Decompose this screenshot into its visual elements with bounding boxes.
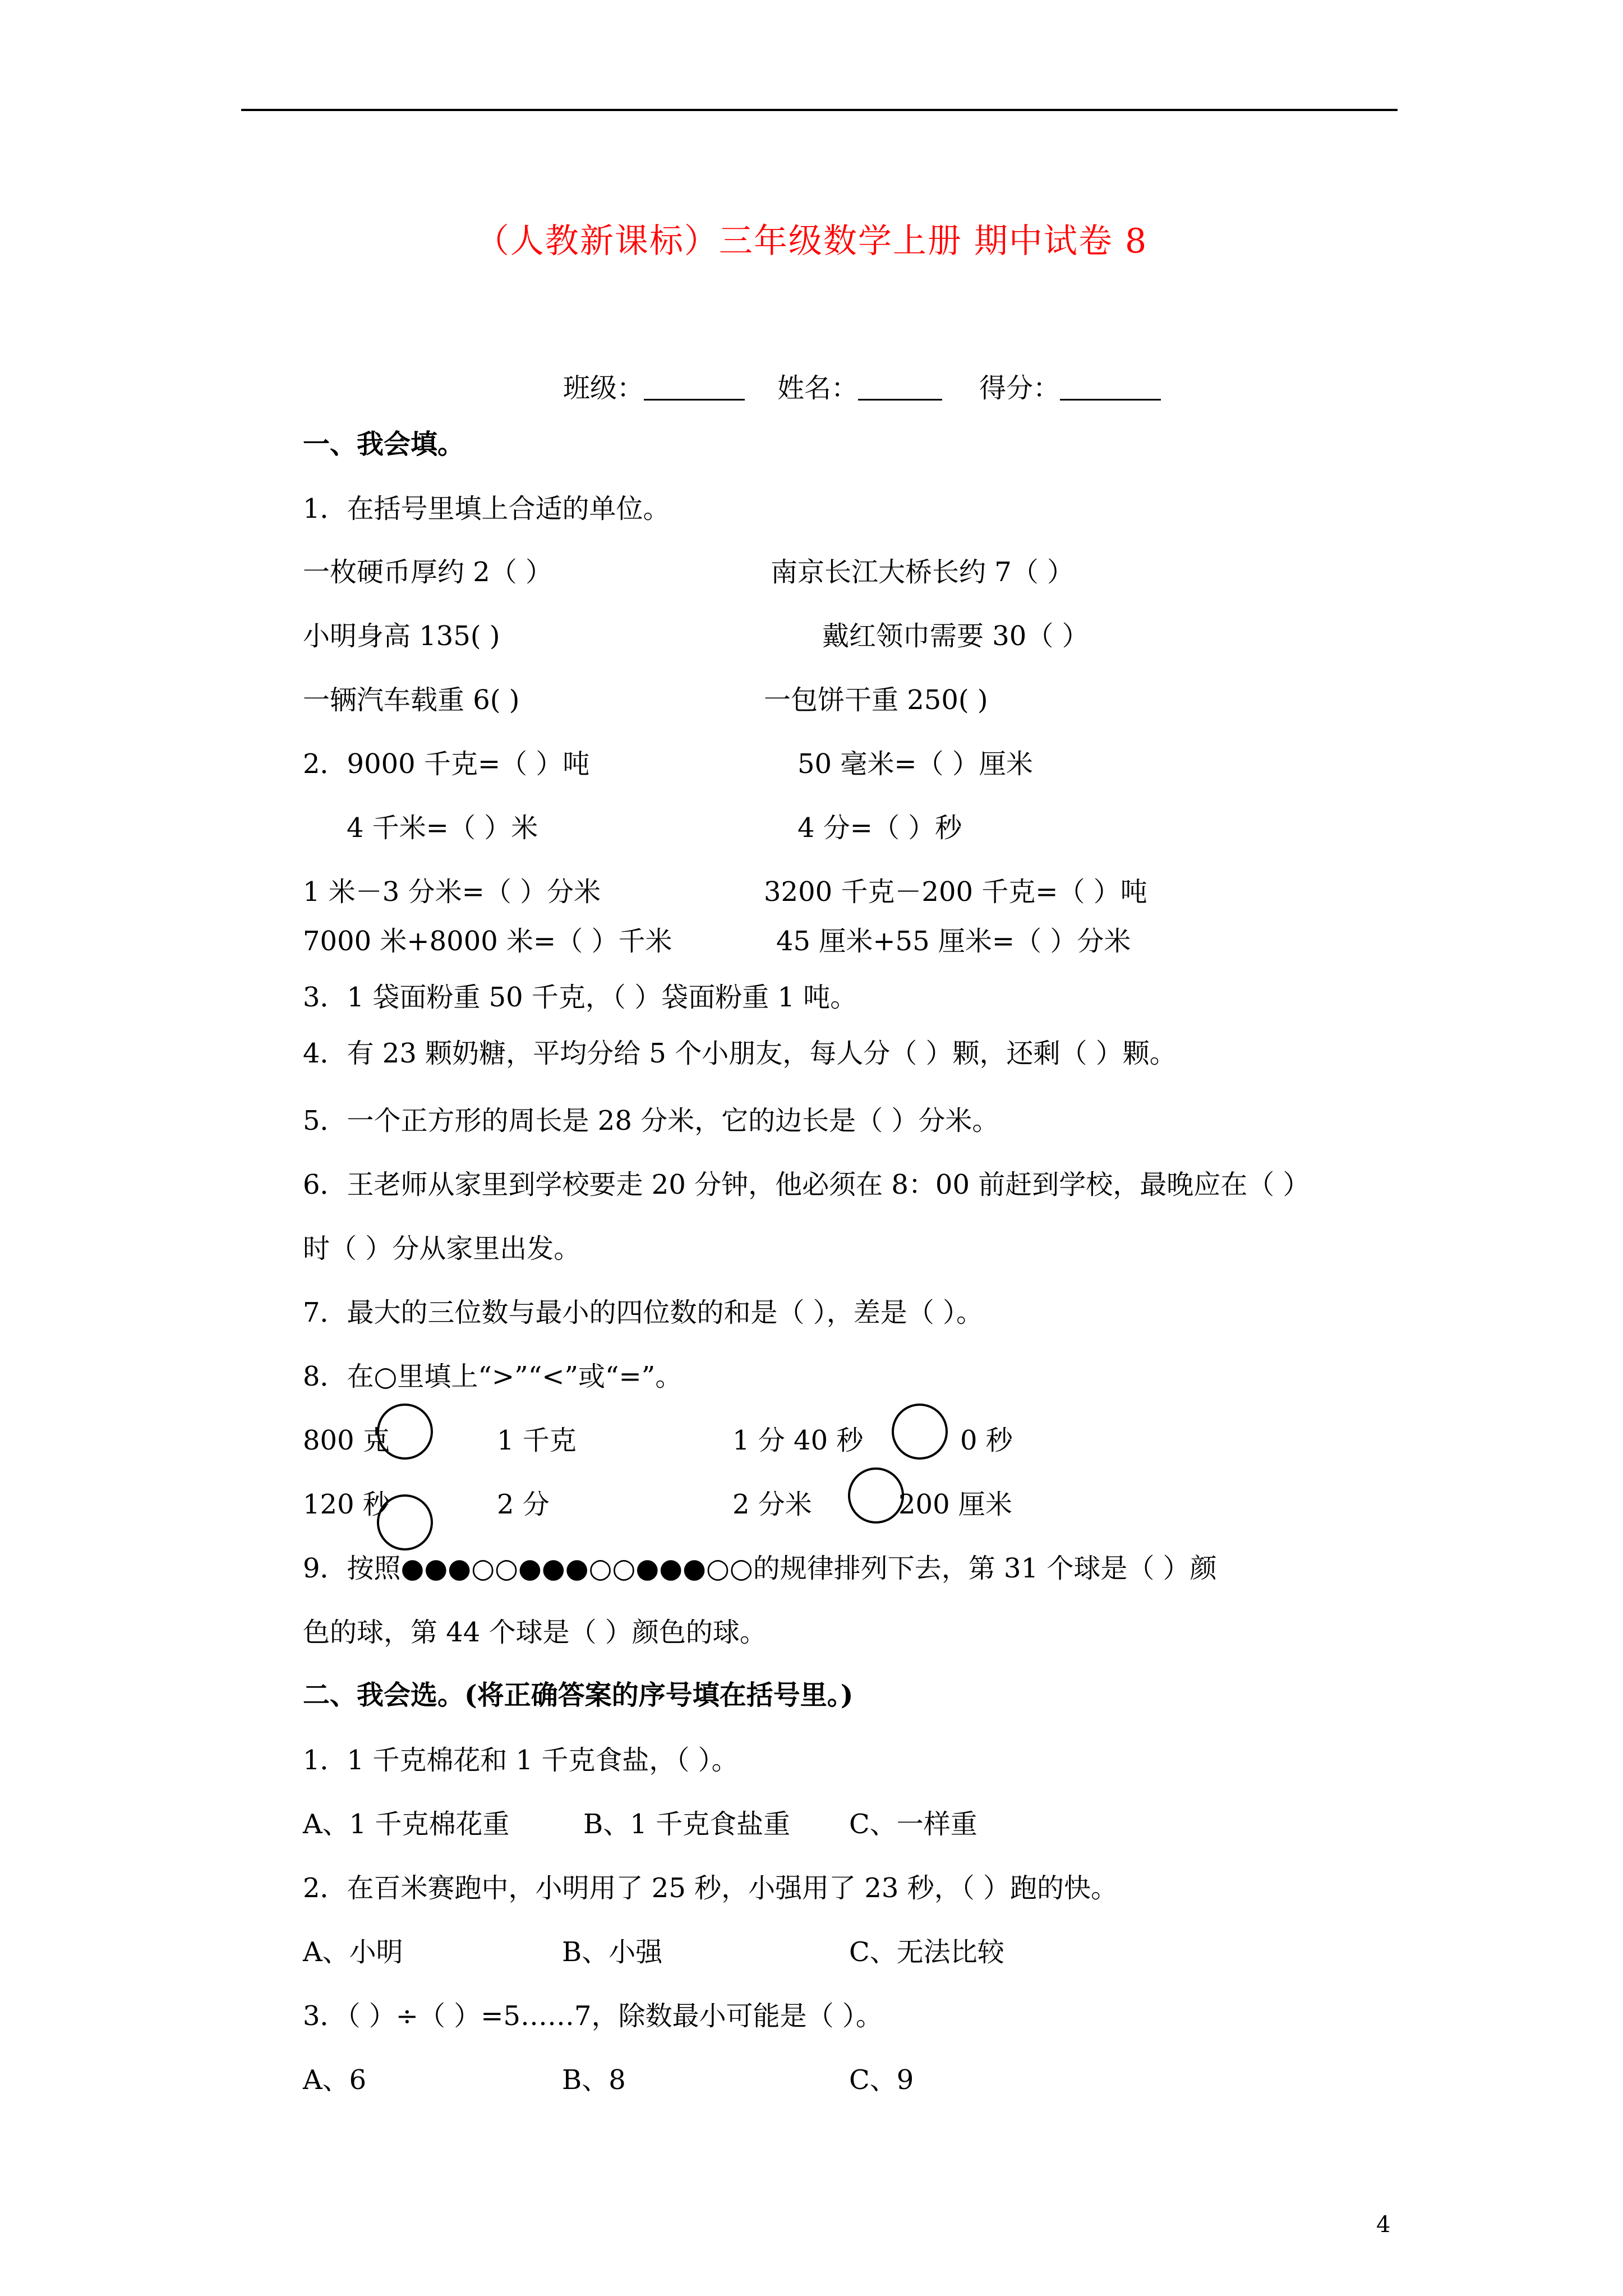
q1-item-a: 一枚硬币厚约 2（ ） bbox=[303, 556, 553, 588]
q2-item-h: 45 厘米+55 厘米=（ ）分米 bbox=[776, 926, 1131, 957]
q2-item-a: 2．9000 千克=（ ）吨 bbox=[303, 748, 590, 780]
q8-stem: 8．在○里填上“>”“<”或“=”。 bbox=[303, 1361, 683, 1392]
q8-d-right: 200 厘米 bbox=[898, 1489, 1012, 1520]
compare-circle-3[interactable] bbox=[848, 1467, 904, 1524]
name-field bbox=[777, 370, 942, 406]
q2-item-b: 50 毫米=（ ）厘米 bbox=[797, 748, 1033, 780]
q8-a-right: 1 千克 bbox=[497, 1425, 577, 1456]
q1-item-e: 一辆汽车载重 6( ) bbox=[303, 684, 520, 716]
q2-item-g: 7000 米+8000 米=（ ）千米 bbox=[303, 926, 672, 957]
compare-circle-1[interactable] bbox=[377, 1404, 433, 1460]
q6-line2: 时（ ）分从家里出发。 bbox=[303, 1233, 581, 1264]
s2-q1-option-b: B、1 千克食盐重 bbox=[583, 1809, 791, 1840]
q8-b-left: 1 分 40 秒 bbox=[732, 1425, 864, 1456]
compare-circle-2[interactable] bbox=[892, 1404, 948, 1460]
section1-heading: 一、我会填。 bbox=[303, 429, 465, 460]
compare-circle-4[interactable] bbox=[377, 1494, 433, 1550]
class-field bbox=[563, 370, 745, 406]
page-number: 4 bbox=[1376, 2212, 1391, 2238]
section2-heading: 二、我会选。(将正确答案的序号填在括号里。) bbox=[303, 1680, 854, 1711]
s2-q2-option-a: A、小明 bbox=[303, 1936, 403, 1968]
s2-q2-option-c: C、无法比较 bbox=[849, 1936, 1004, 1968]
s2-q1-option-c: C、一样重 bbox=[849, 1809, 978, 1840]
q7: 7．最大的三位数与最小的四位数的和是（ ），差是（ ）。 bbox=[303, 1297, 984, 1328]
score-blank[interactable] bbox=[1060, 372, 1161, 401]
s2-q3-stem: 3．（ ）÷（ ）=5……7，除数最小可能是（ ）。 bbox=[303, 2000, 883, 2032]
q1-stem: 1．在括号里填上合适的单位。 bbox=[303, 493, 670, 524]
q1-item-d: 戴红领巾需要 30（ ） bbox=[822, 620, 1089, 652]
q8-d-left: 2 分米 bbox=[732, 1489, 812, 1520]
q5: 5．一个正方形的周长是 28 分米，它的边长是（ ）分米。 bbox=[303, 1105, 999, 1137]
q2-item-f: 3200 千克－200 千克=（ ）吨 bbox=[764, 876, 1147, 908]
q2-item-c: 4 千米=（ ）米 bbox=[347, 812, 538, 844]
q9-line1: 9．按照●●●○○●●●○○●●●○○的规律排列下去，第 31 个球是（ ）颜 bbox=[303, 1553, 1217, 1584]
s2-q2-stem: 2．在百米赛跑中，小明用了 25 秒，小强用了 23 秒，（ ）跑的快。 bbox=[303, 1872, 1118, 1904]
name-blank[interactable] bbox=[858, 372, 942, 401]
name-label: 姓名： bbox=[777, 372, 859, 404]
s2-q2-option-b: B、小强 bbox=[562, 1936, 663, 1968]
q2-item-d: 4 分=（ ）秒 bbox=[797, 812, 962, 844]
q4: 4．有 23 颗奶糖，平均分给 5 个小朋友，每人分（ ）颗，还剩（ ）颗。 bbox=[303, 1038, 1177, 1069]
s2-q1-stem: 1．1 千克棉花和 1 千克食盐，（ ）。 bbox=[303, 1745, 739, 1776]
q2-item-e: 1 米－3 分米=（ ）分米 bbox=[303, 876, 601, 908]
q9-line2: 色的球，第 44 个球是（ ）颜色的球。 bbox=[303, 1617, 767, 1648]
q1-item-b: 南京长江大桥长约 7（ ） bbox=[771, 556, 1075, 588]
q1-item-f: 一包饼干重 250( ) bbox=[764, 684, 988, 716]
s2-q3-option-b: B、8 bbox=[562, 2064, 626, 2096]
q3: 3．1 袋面粉重 50 千克，（ ）袋面粉重 1 吨。 bbox=[303, 982, 857, 1013]
class-label: 班级： bbox=[563, 372, 644, 404]
q8-b-right: 0 秒 bbox=[960, 1425, 1013, 1456]
s2-q3-option-a: A、6 bbox=[303, 2064, 367, 2096]
s2-q3-option-c: C、9 bbox=[849, 2064, 914, 2096]
q8-a-left: 800 克 bbox=[303, 1425, 390, 1456]
class-blank[interactable] bbox=[644, 372, 745, 401]
q8-c-right: 2 分 bbox=[497, 1489, 550, 1520]
score-label: 得分： bbox=[979, 372, 1061, 404]
s2-q1-option-a: A、1 千克棉花重 bbox=[303, 1809, 510, 1840]
header-rule bbox=[241, 109, 1398, 111]
page-title: （人教新课标）三年级数学上册 期中试卷 8 bbox=[475, 222, 1148, 261]
score-field bbox=[979, 370, 1161, 406]
q8-c-left: 120 秒 bbox=[303, 1489, 390, 1520]
q1-item-c: 小明身高 135( ) bbox=[303, 620, 500, 652]
q6-line1: 6．王老师从家里到学校要走 20 分钟，他必须在 8：00 前赶到学校，最晚应在（ ） bbox=[303, 1169, 1310, 1200]
